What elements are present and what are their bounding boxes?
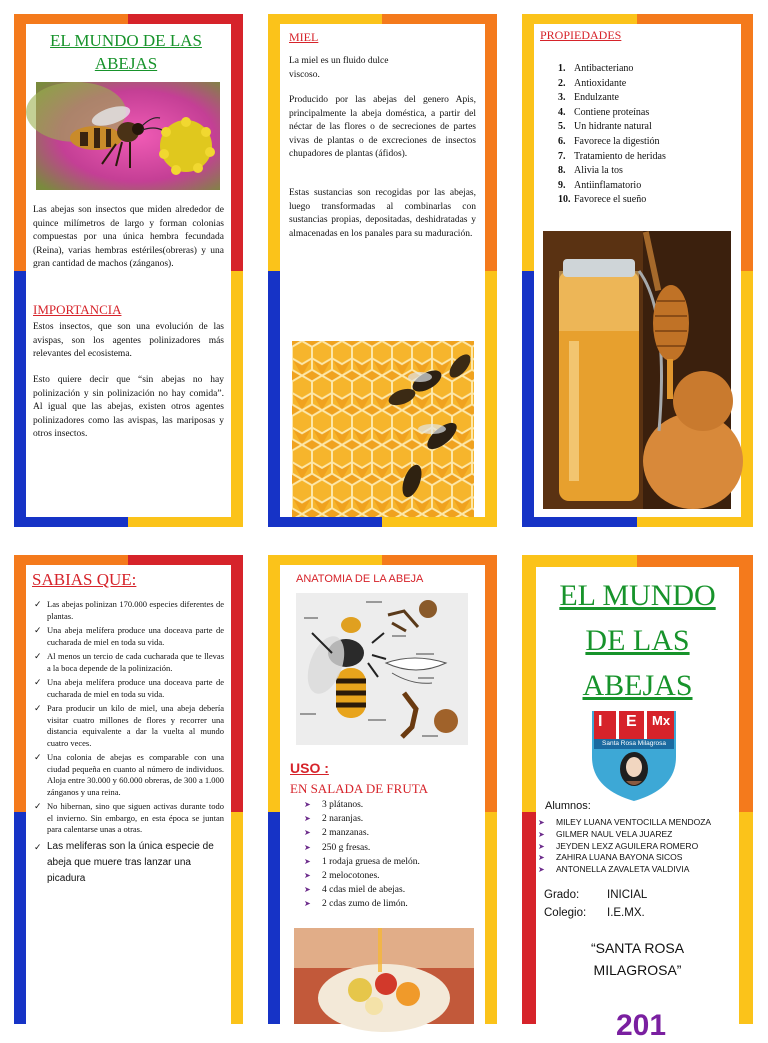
list-item: ➤ JEYDEN LEXZ AGUILERA ROMERO — [534, 841, 744, 853]
uso-heading: USO : — [290, 760, 329, 776]
list-item: ➤ 2 naranjas. — [300, 812, 480, 826]
honey-paragraph-1: La miel es un fluido dulce viscoso. — [289, 56, 389, 80]
list-item: ➤ 3 plátanos. — [300, 798, 480, 812]
fruit-salad-image — [294, 928, 474, 1024]
list-item: 9. Antiinflamatorio — [558, 179, 642, 191]
honey-paragraph-2: Producido por las abejas del genero Apis, principalmente la abeja doméstica, a partir del néctar de las flores o de secreciones de partes vivas de plantas o de excreciones de insectos chupadores de plantas (áfidos). — [289, 95, 476, 159]
students-list — [534, 817, 744, 876]
list-item: 4. Contiene proteínas — [558, 106, 650, 118]
panel-title: EL MUNDO DE LAS ABEJAS — [50, 31, 202, 73]
list-item: 10. Favorece el sueño — [558, 194, 647, 206]
list-item: ➤ 2 manzanas. — [300, 826, 480, 840]
honey-heading: MIEL — [289, 30, 319, 44]
panel-honey — [268, 14, 497, 527]
list-item: ➤ MILEY LUANA VENTOCILLA MENDOZA — [534, 817, 744, 829]
students-label: Alumnos: — [545, 800, 591, 812]
list-item: ✓ No hibernan, sino que siguen activas durante todo el invierno. Sin embargo, en esta época se juntan para calentarse unas a otras. — [32, 801, 224, 836]
list-item: ✓ Una abeja melífera produce una doceava parte de cucharada de miel en toda su vida. — [32, 677, 224, 700]
properties-list — [558, 62, 666, 208]
colegio-row: Colegio: I.E.MX. — [544, 907, 645, 919]
grado-row: Grado: INICIAL — [544, 889, 648, 901]
panel-anatomy-recipe — [268, 555, 497, 1024]
list-item: 1. Antibacteriano — [558, 63, 634, 74]
list-item: ✓ Para producir un kilo de miel, una abeja debería visitar cuatro millones de flores y recorrer una distancia equivalente a dar la vuelta al mundo cuatro veces. — [32, 703, 224, 749]
facts-heading: SABIAS QUE: — [32, 570, 137, 589]
list-item: ➤ 1 rodaja gruesa de melón. — [300, 855, 480, 869]
bee-anatomy-diagram — [296, 593, 468, 745]
importance-paragraph-2: Esto quiere decir que “sin abejas no hay polinización y sin polinización no hay comida”. Al igual que las abejas, existen otros agentes polinizadores como las avispas, las mariposas y otros insectos. — [33, 375, 224, 439]
list-item: 6. Favorece la digestión — [558, 135, 660, 147]
list-item: ✓ Las abejas polinizan 170.000 especies diferentes de plantas. — [32, 599, 224, 622]
recipe-title: EN SALADA DE FRUTA — [290, 781, 428, 796]
list-item: ➤ 4 cdas miel de abejas. — [300, 883, 480, 897]
panel-intro — [14, 14, 243, 527]
list-item: ➤ ANTONELLA ZAVALETA VALDIVIA — [534, 864, 744, 876]
importance-heading: IMPORTANCIA — [33, 302, 122, 317]
honey-paragraph-3: Estas sustancias son recogidas por las abejas, luego transformadas al combinarlas con sustancias propias, depositadas, deshidratadas y almacenadas en los panales para su maduración. — [289, 188, 476, 239]
year-text: 201 — [616, 1009, 667, 1042]
ingredients-list — [300, 798, 480, 912]
honey-jar-image — [543, 231, 731, 509]
intro-paragraph: Las abejas son insectos que miden alrededor de quince milímetros de largo y forman colonias compuestas por una única hembra fecundada (Reina), varias hembras estériles(obreras) y una gran cantidad de machos (zánganos). — [33, 205, 224, 269]
list-item: 5. Un hidrante natural — [558, 121, 652, 133]
honeycomb-bees-image — [292, 341, 474, 517]
list-item: 7. Tratamiento de heridas — [558, 150, 666, 162]
list-item: 3. Endulzante — [558, 92, 619, 104]
list-item: ➤ 2 melocotones. — [300, 869, 480, 883]
list-item: ➤ GILMER NAUL VELA JUAREZ — [534, 829, 744, 841]
list-item: ✓ Las meliferas son la única especie de abeja que muere tras lanzar una picadura — [32, 839, 224, 887]
bee-on-flower-image — [36, 82, 220, 190]
school-name-quote: “SANTA ROSA MILAGROSA” — [590, 940, 685, 978]
school-logo: I E Mx Santa Rosa Milagrosa — [586, 707, 682, 803]
list-item: 2. Antioxidante — [558, 77, 627, 89]
list-item: ➤ 250 g fresas. — [300, 841, 480, 855]
list-item: ➤ 2 cdas zumo de limón. — [300, 897, 480, 911]
list-item: 8. Alivia la tos — [558, 165, 623, 177]
list-item: ➤ ZAHIRA LUANA BAYONA SICOS — [534, 852, 744, 864]
cover-title: EL MUNDO DE LAS ABEJAS — [559, 579, 716, 702]
facts-list — [32, 599, 224, 890]
list-item: ✓ Una colonia de abejas es comparable con una ciudad pequeña en cuanto al número de individuos. Aloja entre 30.000 y 60.000 obreras, de 300 a 1.000 zánganos y una reina. — [32, 752, 224, 798]
anatomy-heading: ANATOMIA DE LA ABEJA — [296, 573, 424, 585]
importance-paragraph-1: Estos insectos, que son una evolución de las avispas, son los agentes polinizadores más relevantes del ecosistema. — [33, 322, 224, 359]
panel-properties — [522, 14, 753, 527]
list-item: ✓ Una abeja melífera produce una doceava parte de cucharada de miel en toda su vida. — [32, 625, 224, 648]
list-item: ✓ Al menos un tercio de cada cucharada que te llevas a la boca depende de la polinización. — [32, 651, 224, 674]
panel-cover — [522, 555, 753, 1042]
panel-facts — [14, 555, 243, 1024]
properties-heading: PROPIEDADES — [540, 28, 622, 42]
